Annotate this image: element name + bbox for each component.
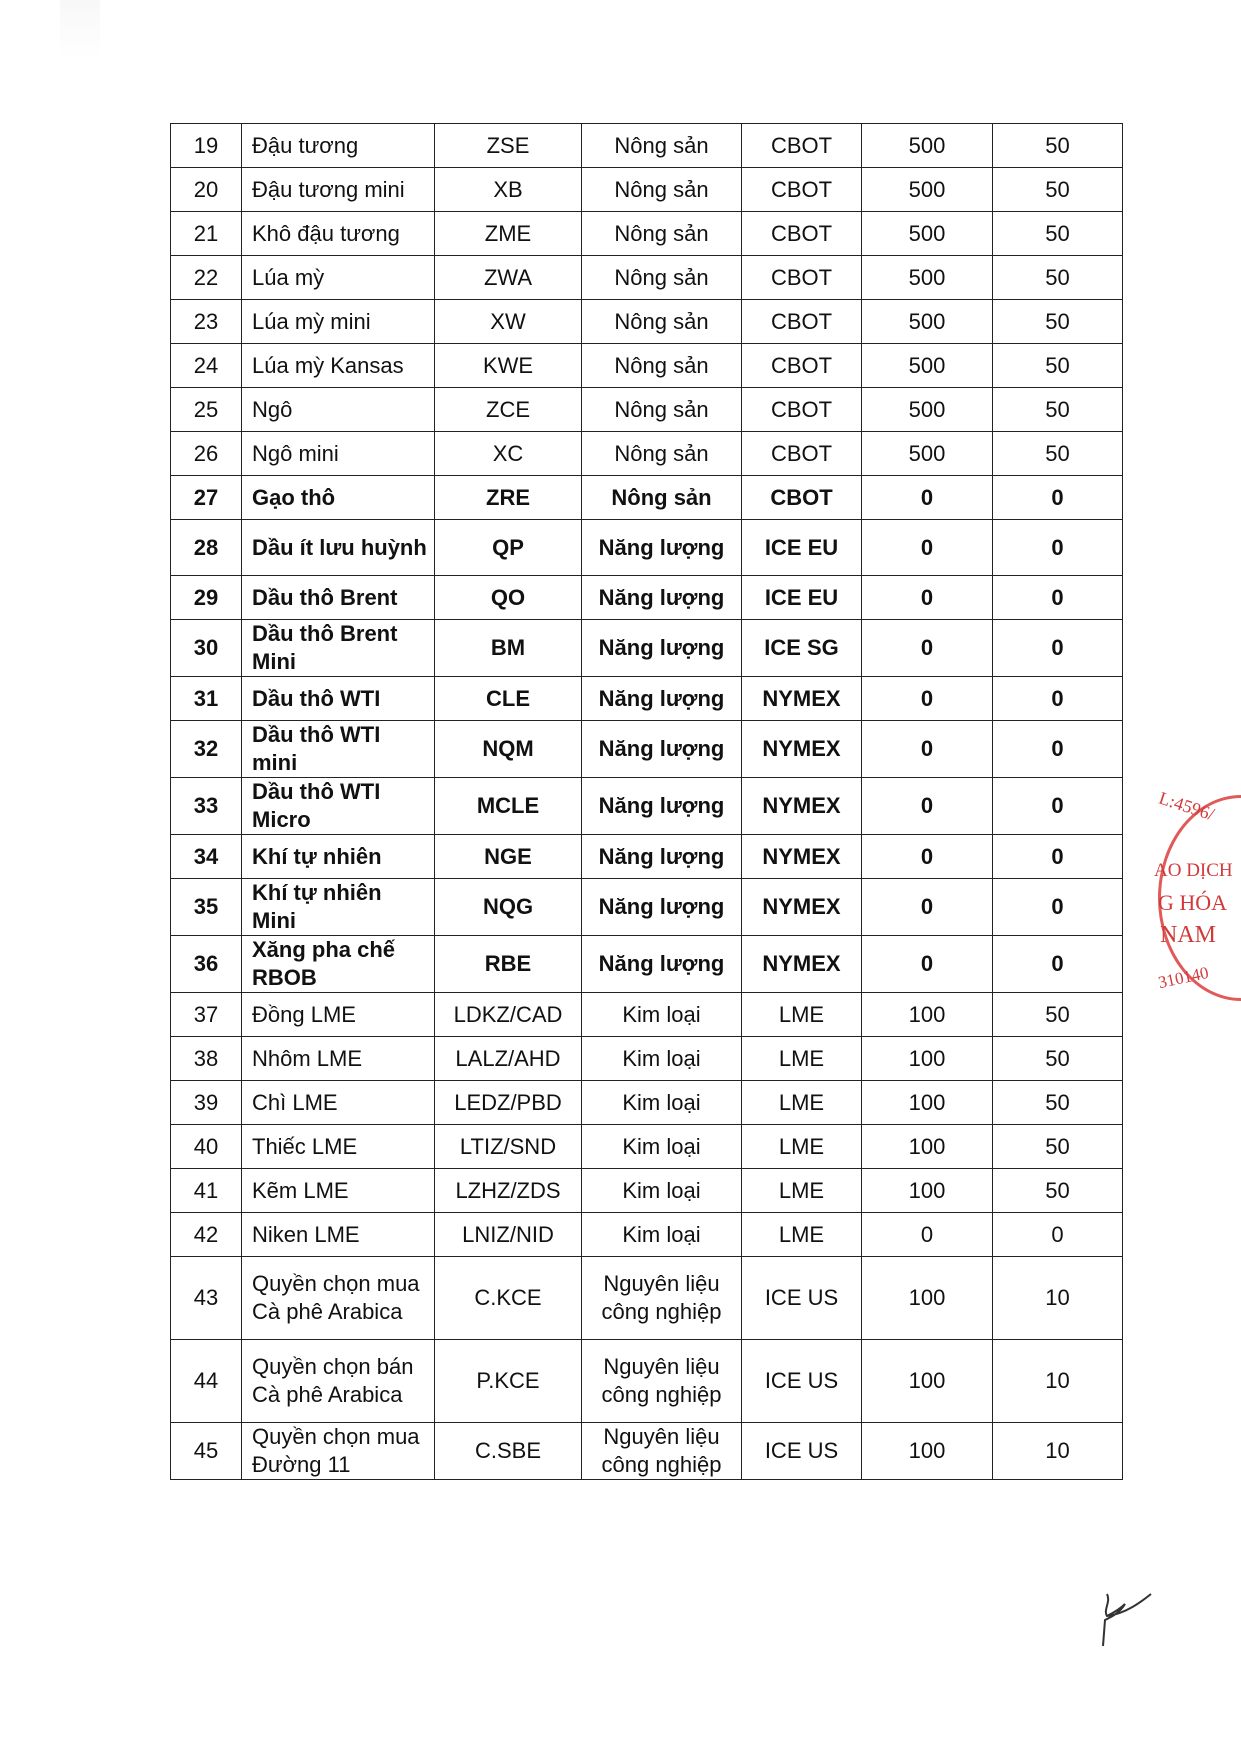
product-name-cell: Ngô mini	[242, 432, 435, 476]
row-number-cell: 32	[171, 721, 242, 778]
value-1-cell: 500	[862, 300, 993, 344]
value-1-cell: 100	[862, 1037, 993, 1081]
value-2-cell: 50	[993, 256, 1123, 300]
product-group-cell: Năng lượng	[582, 835, 742, 879]
row-number-cell: 20	[171, 168, 242, 212]
row-number-cell: 27	[171, 476, 242, 520]
product-name-cell: Gạo thô	[242, 476, 435, 520]
exchange-name-cell: CBOT	[742, 344, 862, 388]
value-1-cell: 500	[862, 124, 993, 168]
value-1-cell: 100	[862, 993, 993, 1037]
scan-mark	[60, 0, 100, 60]
row-number-cell: 43	[171, 1257, 242, 1340]
product-code-cell: ZSE	[435, 124, 582, 168]
product-group-cell: Kim loại	[582, 1081, 742, 1125]
exchange-name-cell: LME	[742, 993, 862, 1037]
table-row	[171, 778, 1123, 835]
table-row	[171, 1340, 1123, 1423]
table-row	[171, 879, 1123, 936]
table-row	[171, 1125, 1123, 1169]
value-1-cell: 0	[862, 778, 993, 835]
value-1-cell: 0	[862, 879, 993, 936]
value-1-cell: 100	[862, 1125, 993, 1169]
product-name-cell: Đậu tương	[242, 124, 435, 168]
value-1-cell: 0	[862, 520, 993, 576]
value-2-cell: 50	[993, 124, 1123, 168]
table-row	[171, 476, 1123, 520]
exchange-name-cell: ICE EU	[742, 520, 862, 576]
product-code-cell: C.KCE	[435, 1257, 582, 1340]
exchange-name-cell: ICE US	[742, 1423, 862, 1480]
table-row	[171, 835, 1123, 879]
table-row	[171, 1037, 1123, 1081]
product-name-cell: Lúa mỳ	[242, 256, 435, 300]
exchange-name-cell: ICE US	[742, 1340, 862, 1423]
product-group-cell: Nông sản	[582, 432, 742, 476]
table-row	[171, 1423, 1123, 1480]
exchange-name-cell: CBOT	[742, 388, 862, 432]
product-name-cell: Dầu thô Brent Mini	[242, 620, 435, 677]
product-group-cell: Nguyên liệu công nghiệp	[582, 1423, 742, 1480]
row-number-cell: 22	[171, 256, 242, 300]
exchange-name-cell: LME	[742, 1081, 862, 1125]
value-1-cell: 100	[862, 1257, 993, 1340]
product-group-cell: Nông sản	[582, 388, 742, 432]
exchange-name-cell: CBOT	[742, 476, 862, 520]
product-group-cell: Kim loại	[582, 993, 742, 1037]
product-name-cell: Lúa mỳ mini	[242, 300, 435, 344]
stamp-line-3: G HÓA	[1158, 890, 1228, 915]
exchange-name-cell: ICE US	[742, 1257, 862, 1340]
row-number-cell: 19	[171, 124, 242, 168]
product-name-cell: Quyền chọn mua Đường 11	[242, 1423, 435, 1480]
table-row	[171, 936, 1123, 993]
table-row	[171, 993, 1123, 1037]
product-group-cell: Nông sản	[582, 476, 742, 520]
product-group-cell: Năng lượng	[582, 576, 742, 620]
product-code-cell: ZRE	[435, 476, 582, 520]
value-2-cell: 50	[993, 1037, 1123, 1081]
exchange-name-cell: LME	[742, 1169, 862, 1213]
row-number-cell: 25	[171, 388, 242, 432]
exchange-name-cell: NYMEX	[742, 721, 862, 778]
product-group-cell: Nông sản	[582, 168, 742, 212]
exchange-name-cell: CBOT	[742, 124, 862, 168]
value-2-cell: 50	[993, 168, 1123, 212]
exchange-name-cell: LME	[742, 1125, 862, 1169]
product-code-cell: XC	[435, 432, 582, 476]
product-code-cell: LTIZ/SND	[435, 1125, 582, 1169]
exchange-name-cell: NYMEX	[742, 879, 862, 936]
value-1-cell: 0	[862, 620, 993, 677]
table-row	[171, 721, 1123, 778]
exchange-name-cell: ICE EU	[742, 576, 862, 620]
value-1-cell: 0	[862, 936, 993, 993]
row-number-cell: 44	[171, 1340, 242, 1423]
table-row	[171, 1169, 1123, 1213]
product-group-cell: Năng lượng	[582, 677, 742, 721]
table-row	[171, 677, 1123, 721]
product-name-cell: Dầu thô WTI mini	[242, 721, 435, 778]
value-1-cell: 100	[862, 1169, 993, 1213]
exchange-name-cell: LME	[742, 1213, 862, 1257]
product-name-cell: Đậu tương mini	[242, 168, 435, 212]
product-name-cell: Dầu thô WTI	[242, 677, 435, 721]
product-code-cell: RBE	[435, 936, 582, 993]
value-1-cell: 0	[862, 677, 993, 721]
product-group-cell: Năng lượng	[582, 778, 742, 835]
product-group-cell: Kim loại	[582, 1213, 742, 1257]
row-number-cell: 45	[171, 1423, 242, 1480]
product-name-cell: Dầu ít lưu huỳnh	[242, 520, 435, 576]
product-group-cell: Nông sản	[582, 124, 742, 168]
product-code-cell: QO	[435, 576, 582, 620]
value-1-cell: 100	[862, 1081, 993, 1125]
value-2-cell: 50	[993, 993, 1123, 1037]
value-1-cell: 0	[862, 721, 993, 778]
product-code-cell: KWE	[435, 344, 582, 388]
product-code-cell: LEDZ/PBD	[435, 1081, 582, 1125]
table-row	[171, 1081, 1123, 1125]
value-1-cell: 100	[862, 1340, 993, 1423]
product-code-cell: QP	[435, 520, 582, 576]
product-group-cell: Kim loại	[582, 1125, 742, 1169]
value-2-cell: 50	[993, 1125, 1123, 1169]
value-1-cell: 0	[862, 1213, 993, 1257]
table-row	[171, 212, 1123, 256]
row-number-cell: 21	[171, 212, 242, 256]
exchange-name-cell: LME	[742, 1037, 862, 1081]
product-code-cell: XB	[435, 168, 582, 212]
product-code-cell: BM	[435, 620, 582, 677]
product-name-cell: Khí tự nhiên	[242, 835, 435, 879]
product-group-cell: Nông sản	[582, 300, 742, 344]
exchange-name-cell: CBOT	[742, 212, 862, 256]
exchange-name-cell: CBOT	[742, 432, 862, 476]
product-name-cell: Dầu thô WTI Micro	[242, 778, 435, 835]
product-name-cell: Quyền chọn mua Cà phê Arabica	[242, 1257, 435, 1340]
value-2-cell: 50	[993, 212, 1123, 256]
value-1-cell: 500	[862, 344, 993, 388]
value-2-cell: 0	[993, 476, 1123, 520]
exchange-name-cell: CBOT	[742, 256, 862, 300]
exchange-name-cell: CBOT	[742, 300, 862, 344]
table-row	[171, 124, 1123, 168]
exchange-name-cell: NYMEX	[742, 936, 862, 993]
product-group-cell: Năng lượng	[582, 721, 742, 778]
stamp-line-4: NAM	[1160, 922, 1217, 948]
product-code-cell: ZME	[435, 212, 582, 256]
product-group-cell: Năng lượng	[582, 879, 742, 936]
product-group-cell: Nguyên liệu công nghiệp	[582, 1257, 742, 1340]
product-name-cell: Kẽm LME	[242, 1169, 435, 1213]
value-2-cell: 10	[993, 1423, 1123, 1480]
product-group-cell: Nguyên liệu công nghiệp	[582, 1340, 742, 1423]
product-code-cell: P.KCE	[435, 1340, 582, 1423]
product-group-cell: Năng lượng	[582, 620, 742, 677]
row-number-cell: 42	[171, 1213, 242, 1257]
row-number-cell: 34	[171, 835, 242, 879]
value-2-cell: 50	[993, 300, 1123, 344]
product-name-cell: Đồng LME	[242, 993, 435, 1037]
product-group-cell: Năng lượng	[582, 936, 742, 993]
product-code-cell: NQG	[435, 879, 582, 936]
product-code-cell: XW	[435, 300, 582, 344]
row-number-cell: 24	[171, 344, 242, 388]
exchange-name-cell: NYMEX	[742, 677, 862, 721]
table-row	[171, 256, 1123, 300]
product-name-cell: Nhôm LME	[242, 1037, 435, 1081]
table-row	[171, 432, 1123, 476]
row-number-cell: 37	[171, 993, 242, 1037]
product-name-cell: Khí tự nhiên Mini	[242, 879, 435, 936]
product-group-cell: Năng lượng	[582, 520, 742, 576]
product-code-cell: C.SBE	[435, 1423, 582, 1480]
product-name-cell: Khô đậu tương	[242, 212, 435, 256]
product-code-cell: CLE	[435, 677, 582, 721]
table-row	[171, 520, 1123, 576]
row-number-cell: 39	[171, 1081, 242, 1125]
row-number-cell: 35	[171, 879, 242, 936]
commodity-table	[170, 123, 1123, 1480]
value-2-cell: 0	[993, 620, 1123, 677]
row-number-cell: 26	[171, 432, 242, 476]
table-row	[171, 388, 1123, 432]
product-code-cell: ZCE	[435, 388, 582, 432]
row-number-cell: 29	[171, 576, 242, 620]
product-code-cell: LNIZ/NID	[435, 1213, 582, 1257]
value-2-cell: 10	[993, 1257, 1123, 1340]
product-group-cell: Kim loại	[582, 1037, 742, 1081]
product-name-cell: Thiếc LME	[242, 1125, 435, 1169]
value-2-cell: 0	[993, 835, 1123, 879]
row-number-cell: 28	[171, 520, 242, 576]
row-number-cell: 36	[171, 936, 242, 993]
product-name-cell: Ngô	[242, 388, 435, 432]
product-code-cell: ZWA	[435, 256, 582, 300]
product-code-cell: NGE	[435, 835, 582, 879]
value-1-cell: 500	[862, 256, 993, 300]
value-2-cell: 0	[993, 936, 1123, 993]
stamp-line-2: AO DỊCH	[1154, 860, 1233, 881]
value-2-cell: 0	[993, 520, 1123, 576]
value-2-cell: 50	[993, 1169, 1123, 1213]
value-2-cell: 0	[993, 1213, 1123, 1257]
product-name-cell: Niken LME	[242, 1213, 435, 1257]
row-number-cell: 33	[171, 778, 242, 835]
value-1-cell: 0	[862, 476, 993, 520]
product-code-cell: MCLE	[435, 778, 582, 835]
value-2-cell: 50	[993, 432, 1123, 476]
product-code-cell: LZHZ/ZDS	[435, 1169, 582, 1213]
product-name-cell: Lúa mỳ Kansas	[242, 344, 435, 388]
value-2-cell: 0	[993, 576, 1123, 620]
value-1-cell: 0	[862, 835, 993, 879]
value-2-cell: 0	[993, 677, 1123, 721]
value-2-cell: 50	[993, 388, 1123, 432]
table-row	[171, 1257, 1123, 1340]
value-1-cell: 0	[862, 576, 993, 620]
exchange-name-cell: ICE SG	[742, 620, 862, 677]
product-name-cell: Quyền chọn bán Cà phê Arabica	[242, 1340, 435, 1423]
exchange-name-cell: CBOT	[742, 168, 862, 212]
value-1-cell: 500	[862, 212, 993, 256]
value-1-cell: 500	[862, 168, 993, 212]
product-name-cell: Chì LME	[242, 1081, 435, 1125]
exchange-name-cell: NYMEX	[742, 778, 862, 835]
row-number-cell: 41	[171, 1169, 242, 1213]
value-2-cell: 50	[993, 344, 1123, 388]
table-row	[171, 344, 1123, 388]
stamp-line-1: L:4596/	[1156, 787, 1217, 825]
table-row	[171, 1213, 1123, 1257]
value-2-cell: 50	[993, 1081, 1123, 1125]
row-number-cell: 31	[171, 677, 242, 721]
product-name-cell: Xăng pha chế RBOB	[242, 936, 435, 993]
value-1-cell: 100	[862, 1423, 993, 1480]
value-1-cell: 500	[862, 388, 993, 432]
product-group-cell: Kim loại	[582, 1169, 742, 1213]
row-number-cell: 40	[171, 1125, 242, 1169]
table-row	[171, 620, 1123, 677]
value-1-cell: 500	[862, 432, 993, 476]
product-name-cell: Dầu thô Brent	[242, 576, 435, 620]
table-row	[171, 168, 1123, 212]
value-2-cell: 10	[993, 1340, 1123, 1423]
signature-mark	[1085, 1590, 1155, 1650]
stamp-line-5: 310140	[1156, 962, 1211, 993]
product-code-cell: LALZ/AHD	[435, 1037, 582, 1081]
value-2-cell: 0	[993, 778, 1123, 835]
row-number-cell: 38	[171, 1037, 242, 1081]
official-stamp	[1150, 780, 1241, 1010]
exchange-name-cell: NYMEX	[742, 835, 862, 879]
product-group-cell: Nông sản	[582, 256, 742, 300]
table-row	[171, 576, 1123, 620]
product-group-cell: Nông sản	[582, 212, 742, 256]
row-number-cell: 30	[171, 620, 242, 677]
product-group-cell: Nông sản	[582, 344, 742, 388]
product-code-cell: LDKZ/CAD	[435, 993, 582, 1037]
table-row	[171, 300, 1123, 344]
value-2-cell: 0	[993, 721, 1123, 778]
product-code-cell: NQM	[435, 721, 582, 778]
value-2-cell: 0	[993, 879, 1123, 936]
row-number-cell: 23	[171, 300, 242, 344]
